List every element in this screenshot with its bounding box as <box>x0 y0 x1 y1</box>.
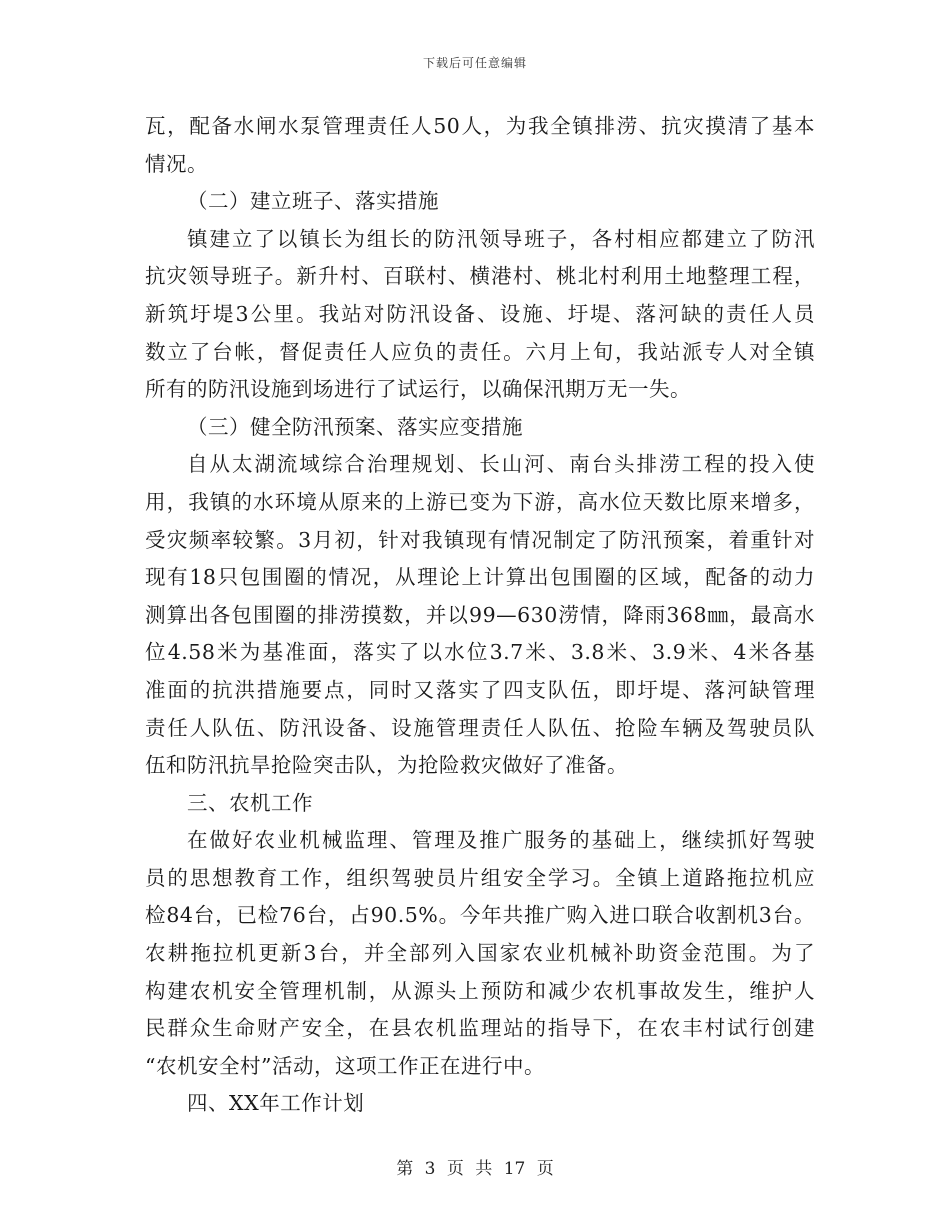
page-number-footer: 第 3 页 共 17 页 <box>396 1159 554 1179</box>
text-line: 准面的抗洪措施要点，同时又落实了四支队伍，即圩堤、落河缺管理 <box>145 677 815 702</box>
section-heading: 三、农机工作 <box>187 790 313 815</box>
text-line: 镇建立了以镇长为组长的防汛领导班子，各村相应都建立了防汛 <box>187 226 815 251</box>
text-line: 民群众生命财产安全，在县农机监理站的指导下，在农丰村试行创建 <box>145 1016 815 1041</box>
section-heading: 四、XX年工作计划 <box>187 1091 365 1116</box>
section-heading: （二）建立班子、落实措施 <box>187 189 439 214</box>
text-line: 构建农机安全管理机制，从源头上预防和减少农机事故发生，维护人 <box>145 978 815 1003</box>
text-line: 检84台，已检76台，占90.5%。今年共推广购入进口联合收割机3台。 <box>145 903 815 928</box>
text-line: 现有18只包围圈的情况，从理论上计算出包围圈的区域，配备的动力 <box>145 565 815 590</box>
text-line: 伍和防汛抗旱抢险突击队，为抢险救灾做好了准备。 <box>145 753 628 778</box>
text-line: 瓦，配备水闸水泵管理责任人50人，为我全镇排涝、抗灾摸清了基本 <box>145 114 815 138</box>
text-line: 在做好农业机械监理、管理及推广服务的基础上，继续抓好驾驶 <box>187 828 815 853</box>
text-line: 测算出各包围圈的排涝摸数，并以99—630涝情，降雨368㎜，最高水 <box>145 602 815 627</box>
page-header: 下载后可任意编辑 <box>422 56 527 70</box>
text-line: 员的思想教育工作，组织驾驶员片组安全学习。全镇上道路拖拉机应 <box>145 865 815 890</box>
text-line: 数立了台帐，督促责任人应负的责任。六月上旬，我站派专人对全镇 <box>145 339 815 364</box>
section-heading: （三）健全防汛预案、落实应变措施 <box>187 414 523 439</box>
text-line: “农机安全村”活动，这项工作正在进行中。 <box>145 1053 545 1078</box>
text-line: 自从太湖流域综合治理规划、长山河、南台头排涝工程的投入使 <box>187 452 815 477</box>
text-line: 用，我镇的水环境从原来的上游已变为下游，高水位天数比原来增多， <box>145 489 815 514</box>
document-body <box>145 108 815 1123</box>
text-line: 位4.58米为基准面，落实了以水位3.7米、3.8米、3.9米、4米各基 <box>145 640 815 665</box>
text-line: 抗灾领导班子。新升村、百联村、横港村、桃北村利用土地整理工程， <box>145 264 815 289</box>
text-line: 责任人队伍、防汛设备、设施管理责任人队伍、抢险车辆及驾驶员队 <box>145 715 815 740</box>
text-line: 农耕拖拉机更新3台，并全部列入国家农业机械补助资金范围。为了 <box>145 941 815 966</box>
text-line: 所有的防汛设施到场进行了试运行，以确保汛期万无一失。 <box>145 377 691 402</box>
text-line: 情况。 <box>145 151 208 176</box>
text-line: 受灾频率较繁。3月初，针对我镇现有情况制定了防汛预案，着重针对 <box>145 527 815 552</box>
text-line: 新筑圩堤3公里。我站对防汛设备、设施、圩堤、落河缺的责任人员 <box>145 301 815 326</box>
